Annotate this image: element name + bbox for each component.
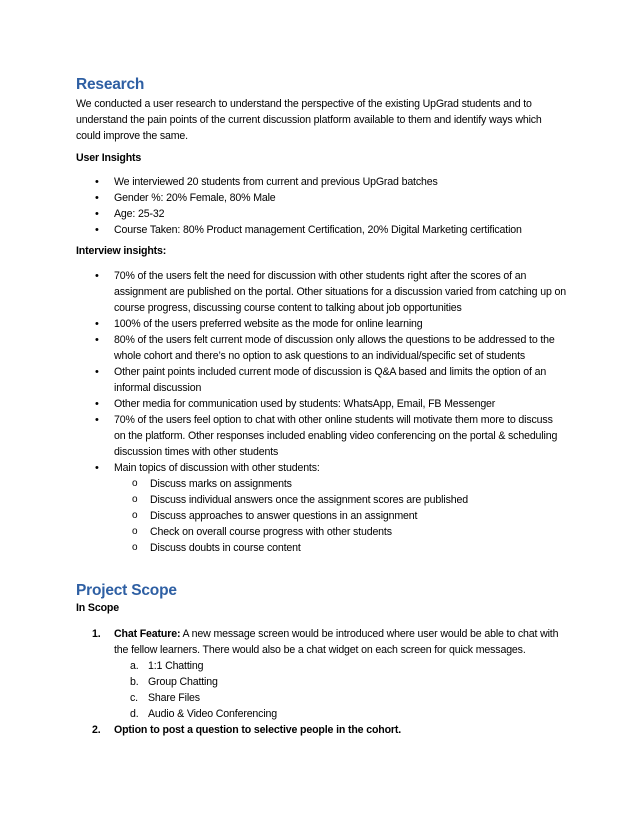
list-item: • 80% of the users felt current mode of discussion only allows the questions to be addressed to the whole cohort and there’s no option to ask questions to an individual/specific set of students: [76, 332, 566, 364]
list-item: • Other paint points included current mode of discussion is Q&A based and limits the option of an informal discussion: [76, 364, 566, 396]
research-intro: We conducted a user research to understand the perspective of the existing UpGrad students and to understand the pain points of the current discussion platform available to them and identify ways which could improve the same.: [76, 98, 542, 142]
interview-insights-heading: Interview insights:: [76, 245, 167, 257]
list-item: • 100% of the users preferred website as the mode for online learning: [76, 316, 566, 332]
sublist-item: o Discuss doubts in course content: [114, 540, 566, 556]
item-number: 1.: [92, 628, 101, 640]
sublist-item: [114, 674, 566, 690]
user-insights-heading: User Insights: [76, 152, 142, 164]
sublist-item: o Discuss individual answers once the assignment scores are published: [114, 492, 566, 508]
list-item: • Age: 25-32: [76, 206, 566, 222]
in-scope-list: [76, 626, 566, 738]
item-title: Option to post a question to selective people in the cohort.: [114, 724, 402, 736]
list-item: • Other media for communication used by students: WhatsApp, Email, FB Messenger: [76, 396, 566, 412]
item-letter: c.: [130, 692, 138, 704]
item-letter: b.: [130, 676, 139, 688]
list-item: • 70% of the users felt the need for discussion with other students right after the scores of an assignment are published on the portal. Other situations for a discussion varied from catching up on course progress, discussing course content to talking about job opportunities: [76, 268, 566, 316]
scope-item-post-question: [76, 722, 566, 738]
scope-item-chat-feature: [76, 626, 566, 722]
sublist-item: o Discuss marks on assignments: [114, 476, 566, 492]
list-item: • We interviewed 20 students from current and previous UpGrad batches: [76, 174, 566, 190]
chat-feature-sublist: [114, 658, 566, 722]
item-letter: a.: [130, 660, 139, 672]
list-item: • Course Taken: 80% Product management Certification, 20% Digital Marketing certification: [76, 222, 566, 238]
user-insights-list: [76, 174, 566, 238]
sublist-item-text: Group Chatting: [148, 676, 218, 688]
item-letter: d.: [130, 708, 139, 720]
item-number: 2.: [92, 724, 101, 736]
interview-insights-list: [76, 268, 566, 556]
sublist-item-text: 1:1 Chatting: [148, 660, 204, 672]
item-text: A new message screen would be introduced where user would be able to chat with the fellow learners. There would also be a chat widget on each screen for quick messages.: [114, 628, 559, 656]
in-scope-heading: In Scope: [76, 602, 119, 614]
topics-label: Main topics of discussion with other students:: [114, 462, 320, 474]
list-item: • 70% of the users feel option to chat with other online students will motivate them more to discuss on the platform. Other responses included enabling video conferencing on the portal & scheduling discussion times with other students: [76, 412, 566, 460]
list-item-topics: [76, 460, 566, 556]
sublist-item: [114, 658, 566, 674]
list-item: • Gender %: 20% Female, 80% Male: [76, 190, 566, 206]
sublist-item: o Discuss approaches to answer questions in an assignment: [114, 508, 566, 524]
topics-sublist: [114, 476, 566, 556]
sublist-item-text: Share Files: [148, 692, 200, 704]
sublist-item: [114, 690, 566, 706]
item-title: Chat Feature:: [114, 628, 181, 640]
project-scope-heading: Project Scope: [76, 582, 177, 599]
research-heading: Research: [76, 76, 145, 93]
sublist-item: o Check on overall course progress with other students: [114, 524, 566, 540]
sublist-item-text: Audio & Video Conferencing: [148, 708, 278, 720]
sublist-item: [114, 706, 566, 722]
